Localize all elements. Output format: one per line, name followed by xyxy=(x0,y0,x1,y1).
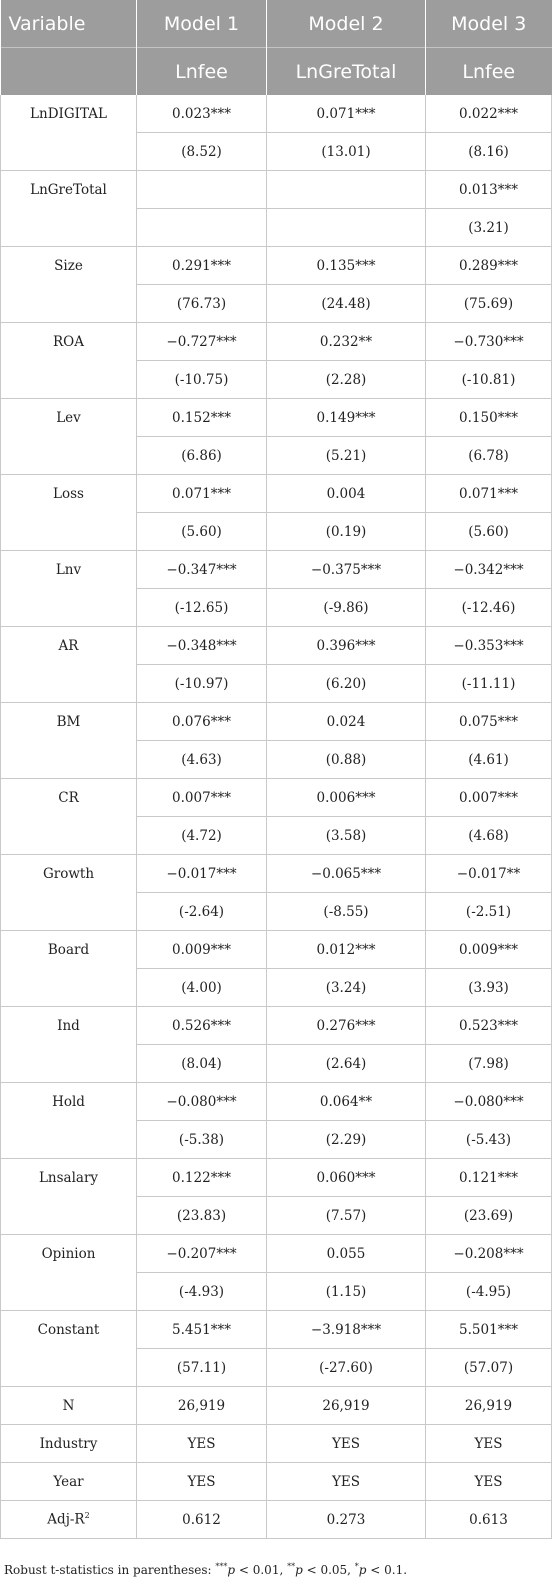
row-label: Hold xyxy=(1,1083,137,1159)
tstat-cell: (76.73) xyxy=(137,285,267,323)
coef-cell: −0.080*** xyxy=(426,1083,552,1121)
tstat-cell: (-2.64) xyxy=(137,893,267,931)
row-label: Lnv xyxy=(1,551,137,627)
row-label: Ind xyxy=(1,1007,137,1083)
tstat-cell: (0.88) xyxy=(267,741,426,779)
coef-cell: −0.730*** xyxy=(426,323,552,361)
row-label: Board xyxy=(1,931,137,1007)
tstat-cell: (4.00) xyxy=(137,969,267,1007)
tstat-cell: (24.48) xyxy=(267,285,426,323)
stat-label-text: Industry xyxy=(39,1435,98,1452)
footnote-p-1: p xyxy=(227,1563,236,1577)
coef-cell: 0.150*** xyxy=(426,399,552,437)
table-row-coef xyxy=(1,247,552,285)
dependent-var-2: LnGreTotal xyxy=(267,48,426,96)
table-row-coef xyxy=(1,627,552,665)
coef-cell: −0.375*** xyxy=(267,551,426,589)
stat-cell: YES xyxy=(267,1425,426,1463)
stat-cell: 0.613 xyxy=(426,1501,552,1539)
coef-cell: 0.232** xyxy=(267,323,426,361)
stat-cell: YES xyxy=(426,1463,552,1501)
coef-cell: 0.076*** xyxy=(137,703,267,741)
coef-cell: 0.135*** xyxy=(267,247,426,285)
coef-cell: 0.149*** xyxy=(267,399,426,437)
coef-cell xyxy=(137,171,267,209)
tstat-cell: (3.93) xyxy=(426,969,552,1007)
tstat-cell xyxy=(267,209,426,247)
coef-cell: 5.501*** xyxy=(426,1311,552,1349)
coef-cell: 0.009*** xyxy=(137,931,267,969)
coef-cell: 0.396*** xyxy=(267,627,426,665)
coef-cell: 0.055 xyxy=(267,1235,426,1273)
stat-label-text: Year xyxy=(53,1473,84,1490)
tstat-cell: (8.52) xyxy=(137,133,267,171)
table-row-coef xyxy=(1,931,552,969)
tstat-cell: (-8.55) xyxy=(267,893,426,931)
table-row-coef xyxy=(1,1083,552,1121)
tstat-cell: (1.15) xyxy=(267,1273,426,1311)
model-3-header: Model 3 xyxy=(426,0,552,48)
row-label: Lev xyxy=(1,399,137,475)
tstat-cell: (5.60) xyxy=(426,513,552,551)
row-label: Constant xyxy=(1,1311,137,1387)
tstat-cell: (-10.81) xyxy=(426,361,552,399)
tstat-cell: (4.68) xyxy=(426,817,552,855)
coef-cell xyxy=(267,171,426,209)
coef-cell: −0.348*** xyxy=(137,627,267,665)
coef-cell: 0.071*** xyxy=(137,475,267,513)
footnote-threshold-1: < 0.01, xyxy=(235,1563,288,1577)
stat-cell: YES xyxy=(267,1463,426,1501)
stat-label-text: Adj-R xyxy=(47,1511,85,1528)
row-label: Lnsalary xyxy=(1,1159,137,1235)
model-1-header: Model 1 xyxy=(137,0,267,48)
coef-cell: 0.152*** xyxy=(137,399,267,437)
tstat-cell: (3.24) xyxy=(267,969,426,1007)
coef-cell: −0.347*** xyxy=(137,551,267,589)
table-row-coef xyxy=(1,779,552,817)
coef-cell: 0.121*** xyxy=(426,1159,552,1197)
tstat-cell: (-4.93) xyxy=(137,1273,267,1311)
stat-label-sup: 2 xyxy=(84,1511,90,1521)
coef-cell: 5.451*** xyxy=(137,1311,267,1349)
stat-cell: 26,919 xyxy=(267,1387,426,1425)
coef-cell: 0.013*** xyxy=(426,171,552,209)
table-row-coef xyxy=(1,1159,552,1197)
table-row-coef xyxy=(1,703,552,741)
coef-cell: 0.523*** xyxy=(426,1007,552,1045)
tstat-cell: (7.57) xyxy=(267,1197,426,1235)
tstat-cell: (2.64) xyxy=(267,1045,426,1083)
footnote-threshold-3: < 0.1. xyxy=(366,1563,408,1577)
coef-cell: 0.075*** xyxy=(426,703,552,741)
stat-cell: 0.273 xyxy=(267,1501,426,1539)
table-row-coef xyxy=(1,1235,552,1273)
stat-label xyxy=(1,1387,137,1425)
tstat-cell: (-11.11) xyxy=(426,665,552,703)
tstat-cell: (2.28) xyxy=(267,361,426,399)
coef-cell: −0.727*** xyxy=(137,323,267,361)
footnote-threshold-2: < 0.05, xyxy=(302,1563,355,1577)
tstat-cell: (-5.38) xyxy=(137,1121,267,1159)
footnote-p-2: p xyxy=(295,1563,303,1577)
row-label: Size xyxy=(1,247,137,323)
coef-cell: 0.276*** xyxy=(267,1007,426,1045)
row-label: BM xyxy=(1,703,137,779)
tstat-cell: (23.69) xyxy=(426,1197,552,1235)
tstat-cell: (4.61) xyxy=(426,741,552,779)
table-row-coef xyxy=(1,475,552,513)
coef-cell: 0.006*** xyxy=(267,779,426,817)
row-label: AR xyxy=(1,627,137,703)
row-label: Opinion xyxy=(1,1235,137,1311)
table-row-coef xyxy=(1,171,552,209)
footnote-stars-3: * xyxy=(354,1562,359,1571)
tstat-cell: (8.04) xyxy=(137,1045,267,1083)
coef-cell: 0.023*** xyxy=(137,95,267,133)
table-row-stat xyxy=(1,1387,552,1425)
table-row-coef xyxy=(1,323,552,361)
dependent-var-3: Lnfee xyxy=(426,48,552,96)
tstat-cell: (6.86) xyxy=(137,437,267,475)
coef-cell: 0.526*** xyxy=(137,1007,267,1045)
coef-cell: 0.289*** xyxy=(426,247,552,285)
coef-cell: −0.065*** xyxy=(267,855,426,893)
table-footnote xyxy=(4,1562,407,1577)
tstat-cell: (-27.60) xyxy=(267,1349,426,1387)
tstat-cell: (-10.75) xyxy=(137,361,267,399)
coef-cell: 0.004 xyxy=(267,475,426,513)
tstat-cell: (-9.86) xyxy=(267,589,426,627)
tstat-cell: (75.69) xyxy=(426,285,552,323)
table-row-coef xyxy=(1,551,552,589)
coef-cell: −0.208*** xyxy=(426,1235,552,1273)
coef-cell: −0.342*** xyxy=(426,551,552,589)
tstat-cell: (4.63) xyxy=(137,741,267,779)
tstat-cell: (6.78) xyxy=(426,437,552,475)
tstat-cell: (-4.95) xyxy=(426,1273,552,1311)
model-2-header: Model 2 xyxy=(267,0,426,48)
tstat-cell: (13.01) xyxy=(267,133,426,171)
tstat-cell: (3.21) xyxy=(426,209,552,247)
tstat-cell: (2.29) xyxy=(267,1121,426,1159)
tstat-cell: (4.72) xyxy=(137,817,267,855)
tstat-cell: (0.19) xyxy=(267,513,426,551)
row-label: Loss xyxy=(1,475,137,551)
tstat-cell: (6.20) xyxy=(267,665,426,703)
tstat-cell: (8.16) xyxy=(426,133,552,171)
table-row-coef xyxy=(1,1311,552,1349)
table-row-coef xyxy=(1,1007,552,1045)
footnote-p-3: p xyxy=(358,1563,367,1577)
table-row-coef xyxy=(1,399,552,437)
row-label: LnDIGITAL xyxy=(1,95,137,171)
tstat-cell: (-12.46) xyxy=(426,589,552,627)
tstat-cell: (-2.51) xyxy=(426,893,552,931)
stat-cell: YES xyxy=(137,1463,267,1501)
coef-cell: 0.007*** xyxy=(137,779,267,817)
stat-label xyxy=(1,1425,137,1463)
dependent-var-1: Lnfee xyxy=(137,48,267,96)
coef-cell: 0.064** xyxy=(267,1083,426,1121)
table-row-stat xyxy=(1,1501,552,1539)
stat-cell: 26,919 xyxy=(137,1387,267,1425)
stat-cell: 26,919 xyxy=(426,1387,552,1425)
tstat-cell: (5.21) xyxy=(267,437,426,475)
stat-label xyxy=(1,1463,137,1501)
tstat-cell: (5.60) xyxy=(137,513,267,551)
stat-label-text: N xyxy=(62,1397,75,1414)
table-row-stat xyxy=(1,1425,552,1463)
tstat-cell: (7.98) xyxy=(426,1045,552,1083)
tstat-cell: (-5.43) xyxy=(426,1121,552,1159)
coef-cell: −0.207*** xyxy=(137,1235,267,1273)
table-body xyxy=(1,95,552,1539)
coef-cell: −0.017** xyxy=(426,855,552,893)
row-label: ROA xyxy=(1,323,137,399)
footnote-stars-2: ** xyxy=(287,1562,296,1571)
stat-label xyxy=(1,1501,137,1539)
coef-cell: −0.017*** xyxy=(137,855,267,893)
row-label: LnGreTotal xyxy=(1,171,137,247)
empty-header-cell xyxy=(1,48,137,96)
coef-cell: 0.022*** xyxy=(426,95,552,133)
stat-cell: YES xyxy=(426,1425,552,1463)
tstat-cell: (-12.65) xyxy=(137,589,267,627)
coef-cell: −3.918*** xyxy=(267,1311,426,1349)
tstat-cell: (23.83) xyxy=(137,1197,267,1235)
coef-cell: 0.071*** xyxy=(267,95,426,133)
coef-cell: 0.291*** xyxy=(137,247,267,285)
footnote-prefix: Robust t-statistics in parentheses: xyxy=(4,1563,216,1577)
tstat-cell: (57.11) xyxy=(137,1349,267,1387)
coef-cell: 0.060*** xyxy=(267,1159,426,1197)
coef-cell: 0.122*** xyxy=(137,1159,267,1197)
row-label: CR xyxy=(1,779,137,855)
table-row-coef xyxy=(1,95,552,133)
footnote-stars-1: *** xyxy=(215,1562,228,1571)
coef-cell: 0.009*** xyxy=(426,931,552,969)
tstat-cell: (3.58) xyxy=(267,817,426,855)
table-row-stat xyxy=(1,1463,552,1501)
coef-cell: 0.007*** xyxy=(426,779,552,817)
row-label: Growth xyxy=(1,855,137,931)
tstat-cell xyxy=(137,209,267,247)
table-row-coef xyxy=(1,855,552,893)
coef-cell: −0.353*** xyxy=(426,627,552,665)
coef-cell: 0.024 xyxy=(267,703,426,741)
tstat-cell: (-10.97) xyxy=(137,665,267,703)
coef-cell: −0.080*** xyxy=(137,1083,267,1121)
coef-cell: 0.071*** xyxy=(426,475,552,513)
table-header xyxy=(1,0,552,95)
stat-cell: YES xyxy=(137,1425,267,1463)
tstat-cell: (57.07) xyxy=(426,1349,552,1387)
coef-cell: 0.012*** xyxy=(267,931,426,969)
stat-cell: 0.612 xyxy=(137,1501,267,1539)
variable-header: Variable xyxy=(1,0,137,48)
